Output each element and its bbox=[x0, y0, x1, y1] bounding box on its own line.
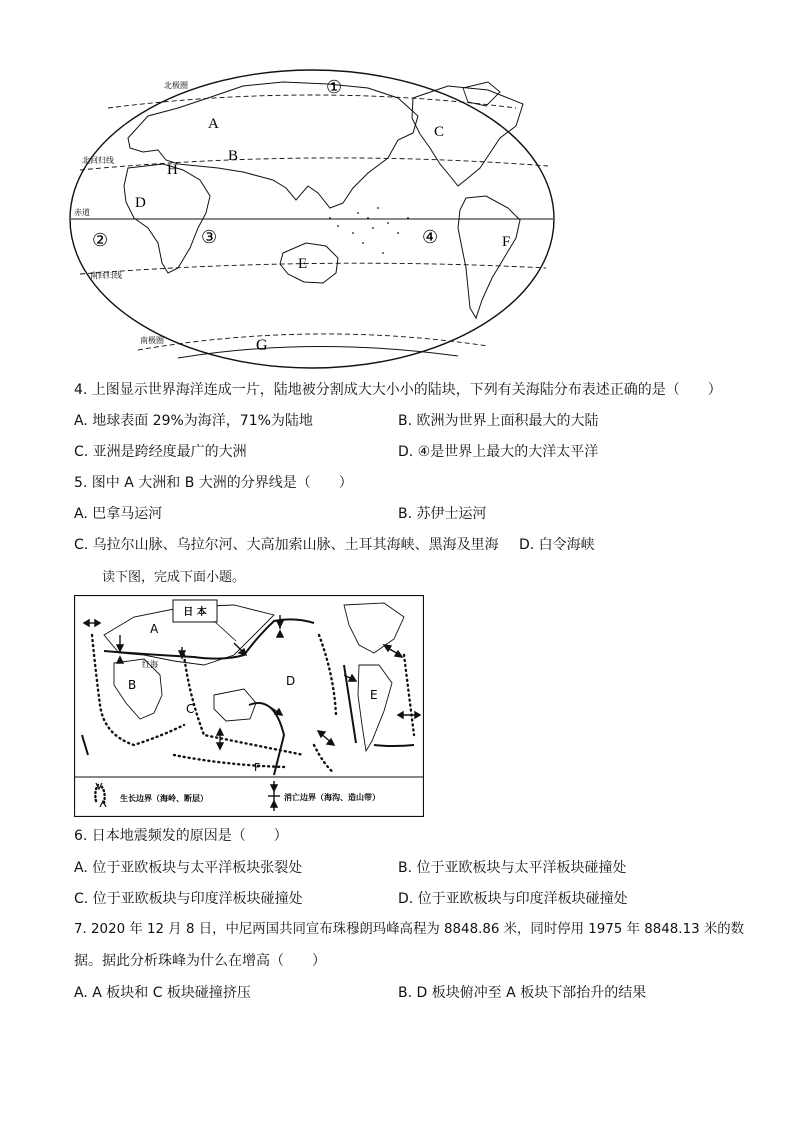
plate-label-B: B bbox=[128, 678, 137, 692]
label-E: E bbox=[298, 256, 308, 272]
label-F: F bbox=[502, 234, 511, 250]
q4-option-a[interactable]: A. 地球表面 29%为海洋，71%为陆地 bbox=[74, 413, 313, 429]
plate-label-C: C bbox=[186, 702, 195, 716]
label-ocean-1: ① bbox=[326, 77, 343, 97]
q4-option-b[interactable]: B. 欧洲为世界上面积最大的大陆 bbox=[398, 413, 599, 429]
label-G: G bbox=[256, 337, 268, 354]
plate-map bbox=[74, 595, 424, 817]
label-cancer: 北回归线 bbox=[82, 156, 114, 165]
label-H: H bbox=[167, 162, 178, 178]
label-A: A bbox=[208, 116, 219, 132]
label-D: D bbox=[135, 195, 146, 211]
question-4-stem: 4. 上图显示世界海洋连成一片，陆地被分割成大大小小的陆块，下列有关海陆分布表述正确的是（ ） bbox=[74, 382, 722, 398]
q5-option-d[interactable]: D. 白令海峡 bbox=[519, 537, 595, 553]
q6-option-a[interactable]: A. 位于亚欧板块与太平洋板块张裂处 bbox=[74, 860, 303, 876]
q4-option-d[interactable]: D. ④是世界上最大的大洋太平洋 bbox=[398, 444, 599, 460]
q6-option-d[interactable]: D. 位于亚欧板块与印度洋板块碰撞处 bbox=[398, 891, 628, 907]
question-7-stem-line2: 据。据此分析珠峰为什么在增高（ ） bbox=[74, 953, 326, 969]
q5-option-b[interactable]: B. 苏伊士运河 bbox=[398, 506, 487, 522]
q7-option-b[interactable]: B. D 板块俯冲至 A 板块下部抬升的结果 bbox=[398, 985, 647, 1001]
q6-option-b[interactable]: B. 位于亚欧板块与太平洋板块碰撞处 bbox=[398, 860, 627, 876]
plate-label-E: E bbox=[370, 688, 378, 702]
south-america-shape bbox=[458, 196, 520, 318]
label-B: B bbox=[228, 148, 239, 164]
legend-sink-label: 消亡边界（海沟、造山带） bbox=[284, 793, 380, 802]
label-ocean-3: ③ bbox=[201, 227, 218, 247]
question-7-stem-line1: 7. 2020 年 12 月 8 日，中尼两国共同宣布珠穆朗玛峰高程为 8848.86 米，同时停用 1975 年 8848.13 米的数 bbox=[74, 922, 745, 937]
arctic-circle-line bbox=[108, 95, 516, 108]
label-ocean-2: ② bbox=[92, 230, 109, 250]
q4-option-c[interactable]: C. 亚洲是跨经度最广的大洲 bbox=[74, 444, 247, 460]
capricorn-line bbox=[80, 263, 546, 274]
plate-label-D: D bbox=[286, 674, 296, 688]
label-ocean-4: ④ bbox=[422, 227, 439, 247]
japan-label: 日 本 bbox=[183, 607, 207, 618]
cancer-line bbox=[80, 158, 548, 170]
plate-map-frame bbox=[75, 596, 424, 817]
q5-option-a[interactable]: A. 巴拿马运河 bbox=[74, 506, 163, 522]
plate-label-A: A bbox=[150, 622, 159, 636]
question-5-stem: 5. 图中 A 大洲和 B 大洲的分界线是（ ） bbox=[74, 475, 353, 491]
legend-growth-label: 生长边界（海岭、断层） bbox=[120, 794, 208, 803]
red-sea-label: 红海 bbox=[142, 660, 158, 669]
label-C: C bbox=[434, 124, 445, 140]
label-antarctic: 南极圈 bbox=[140, 336, 164, 345]
question-6-stem: 6. 日本地震频发的原因是（ ） bbox=[74, 828, 288, 844]
world-map bbox=[68, 68, 556, 370]
greenland-shape bbox=[463, 82, 500, 106]
q7-option-a[interactable]: A. A 板块和 C 板块碰撞挤压 bbox=[74, 985, 251, 1001]
eurasia-shape bbox=[128, 82, 418, 208]
plate-label-F: F bbox=[254, 761, 261, 774]
label-capricorn: 南回归线 bbox=[90, 271, 122, 280]
label-equator: 赤道 bbox=[74, 208, 90, 217]
read-map-instruction: 读下图，完成下面小题。 bbox=[102, 569, 246, 584]
q5-option-c[interactable]: C. 乌拉尔山脉、乌拉尔河、大高加索山脉、土耳其海峡、黑海及里海 bbox=[74, 537, 499, 553]
pacific-islands bbox=[329, 207, 409, 254]
q6-option-c[interactable]: C. 位于亚欧板块与印度洋板块碰撞处 bbox=[74, 891, 303, 907]
label-arctic: 北极圈 bbox=[164, 81, 188, 90]
